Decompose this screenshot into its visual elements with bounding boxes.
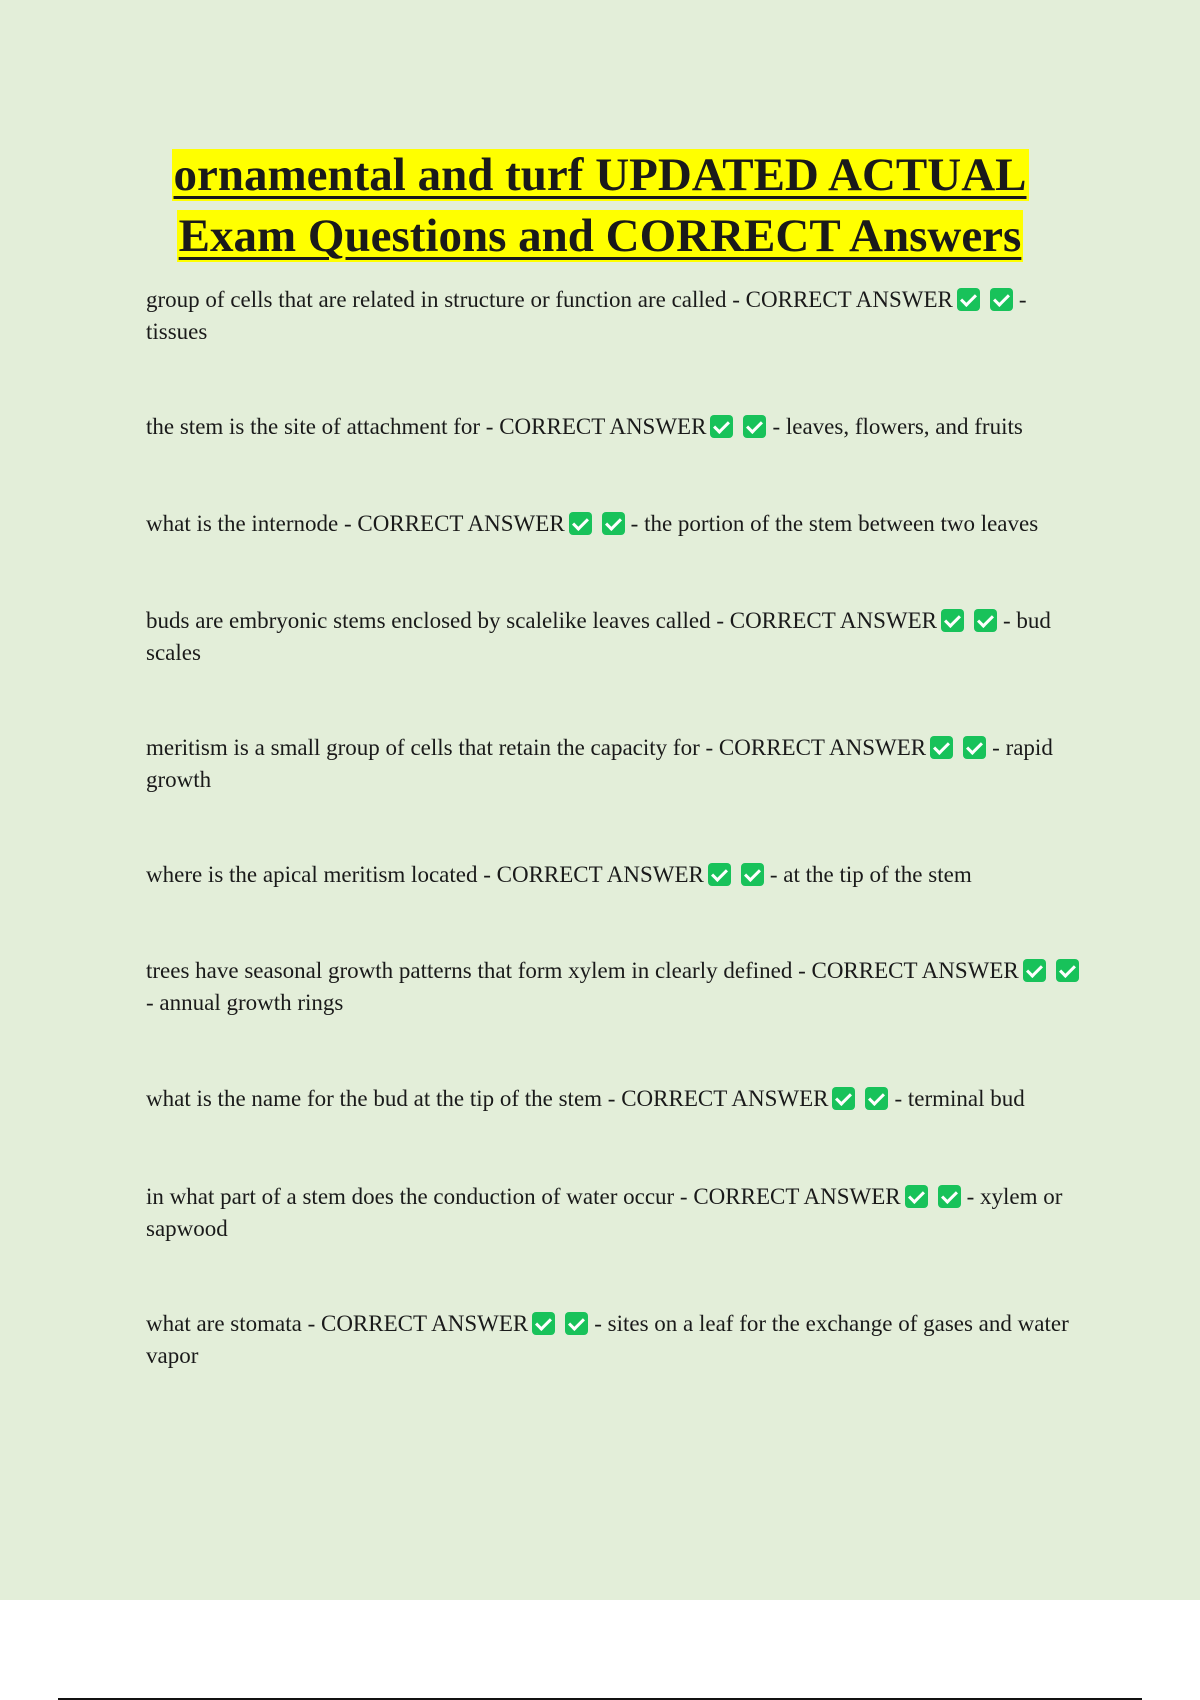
answer-text: - bud scales <box>146 608 1051 665</box>
qa-item <box>146 411 1086 443</box>
question-text: what are stomata - CORRECT ANSWER <box>146 1311 529 1336</box>
question-text: meritism is a small group of cells that retain the capacity for - CORRECT ANSWER <box>146 735 927 760</box>
check-mark-icon <box>743 415 766 438</box>
check-mark-icon <box>569 512 592 535</box>
check-mark-icon <box>865 1087 888 1110</box>
question-text: in what part of a stem does the conduction of water occur - CORRECT ANSWER <box>146 1184 901 1209</box>
check-mark-icon <box>741 863 764 886</box>
qa-item <box>146 732 1086 796</box>
answer-text: - terminal bud <box>894 1086 1025 1111</box>
answer-text: - annual growth rings <box>146 990 344 1015</box>
question-text: what is the name for the bud at the tip of the stem - CORRECT ANSWER <box>146 1086 829 1111</box>
qa-item <box>146 605 1086 669</box>
check-mark-icon <box>905 1185 928 1208</box>
answer-text: - tissues <box>146 287 1027 344</box>
answer-text: - the portion of the stem between two leaves <box>630 511 1039 536</box>
check-mark-icon <box>957 288 980 311</box>
check-mark-icon <box>938 1185 961 1208</box>
title-line-2: Exam Questions and CORRECT Answers <box>178 210 1022 262</box>
question-text: group of cells that are related in structure or function are called - CORRECT ANSWER <box>146 287 953 312</box>
answer-text: - sites on a leaf for the exchange of gases and water vapor <box>146 1311 1069 1368</box>
check-mark-icon <box>930 736 953 759</box>
check-mark-icon <box>602 512 625 535</box>
answer-text: - xylem or sapwood <box>146 1184 1063 1241</box>
check-mark-icon <box>832 1087 855 1110</box>
check-mark-icon <box>963 736 986 759</box>
check-mark-icon <box>565 1312 588 1335</box>
check-mark-icon <box>974 609 997 632</box>
check-mark-icon <box>941 609 964 632</box>
question-text: the stem is the site of attachment for - CORRECT ANSWER <box>146 414 707 439</box>
check-mark-icon <box>710 415 733 438</box>
question-text: where is the apical meritism located - CORRECT ANSWER <box>146 862 704 887</box>
answer-text: - at the tip of the stem <box>769 862 972 887</box>
qa-item <box>146 508 1086 540</box>
question-text: trees have seasonal growth patterns that form xylem in clearly defined - CORRECT ANSWER <box>146 958 1019 983</box>
qa-item <box>146 859 1086 891</box>
check-mark-icon <box>532 1312 555 1335</box>
question-text: buds are embryonic stems enclosed by scalelike leaves called - CORRECT ANSWER <box>146 608 937 633</box>
answer-text: - leaves, flowers, and fruits <box>772 414 1023 439</box>
question-text: what is the internode - CORRECT ANSWER <box>146 511 565 536</box>
qa-item <box>146 955 1086 1019</box>
check-mark-icon <box>990 288 1013 311</box>
check-mark-icon <box>708 863 731 886</box>
qa-item <box>146 1181 1086 1245</box>
check-mark-icon <box>1023 959 1046 982</box>
answer-text: - rapid growth <box>146 735 1053 792</box>
qa-item <box>146 284 1086 348</box>
qa-item <box>146 1308 1086 1372</box>
qa-item <box>146 1083 1086 1115</box>
check-mark-icon <box>1056 959 1079 982</box>
title-line-1: ornamental and turf UPDATED ACTUAL <box>173 149 1027 201</box>
document-title <box>0 145 1200 267</box>
